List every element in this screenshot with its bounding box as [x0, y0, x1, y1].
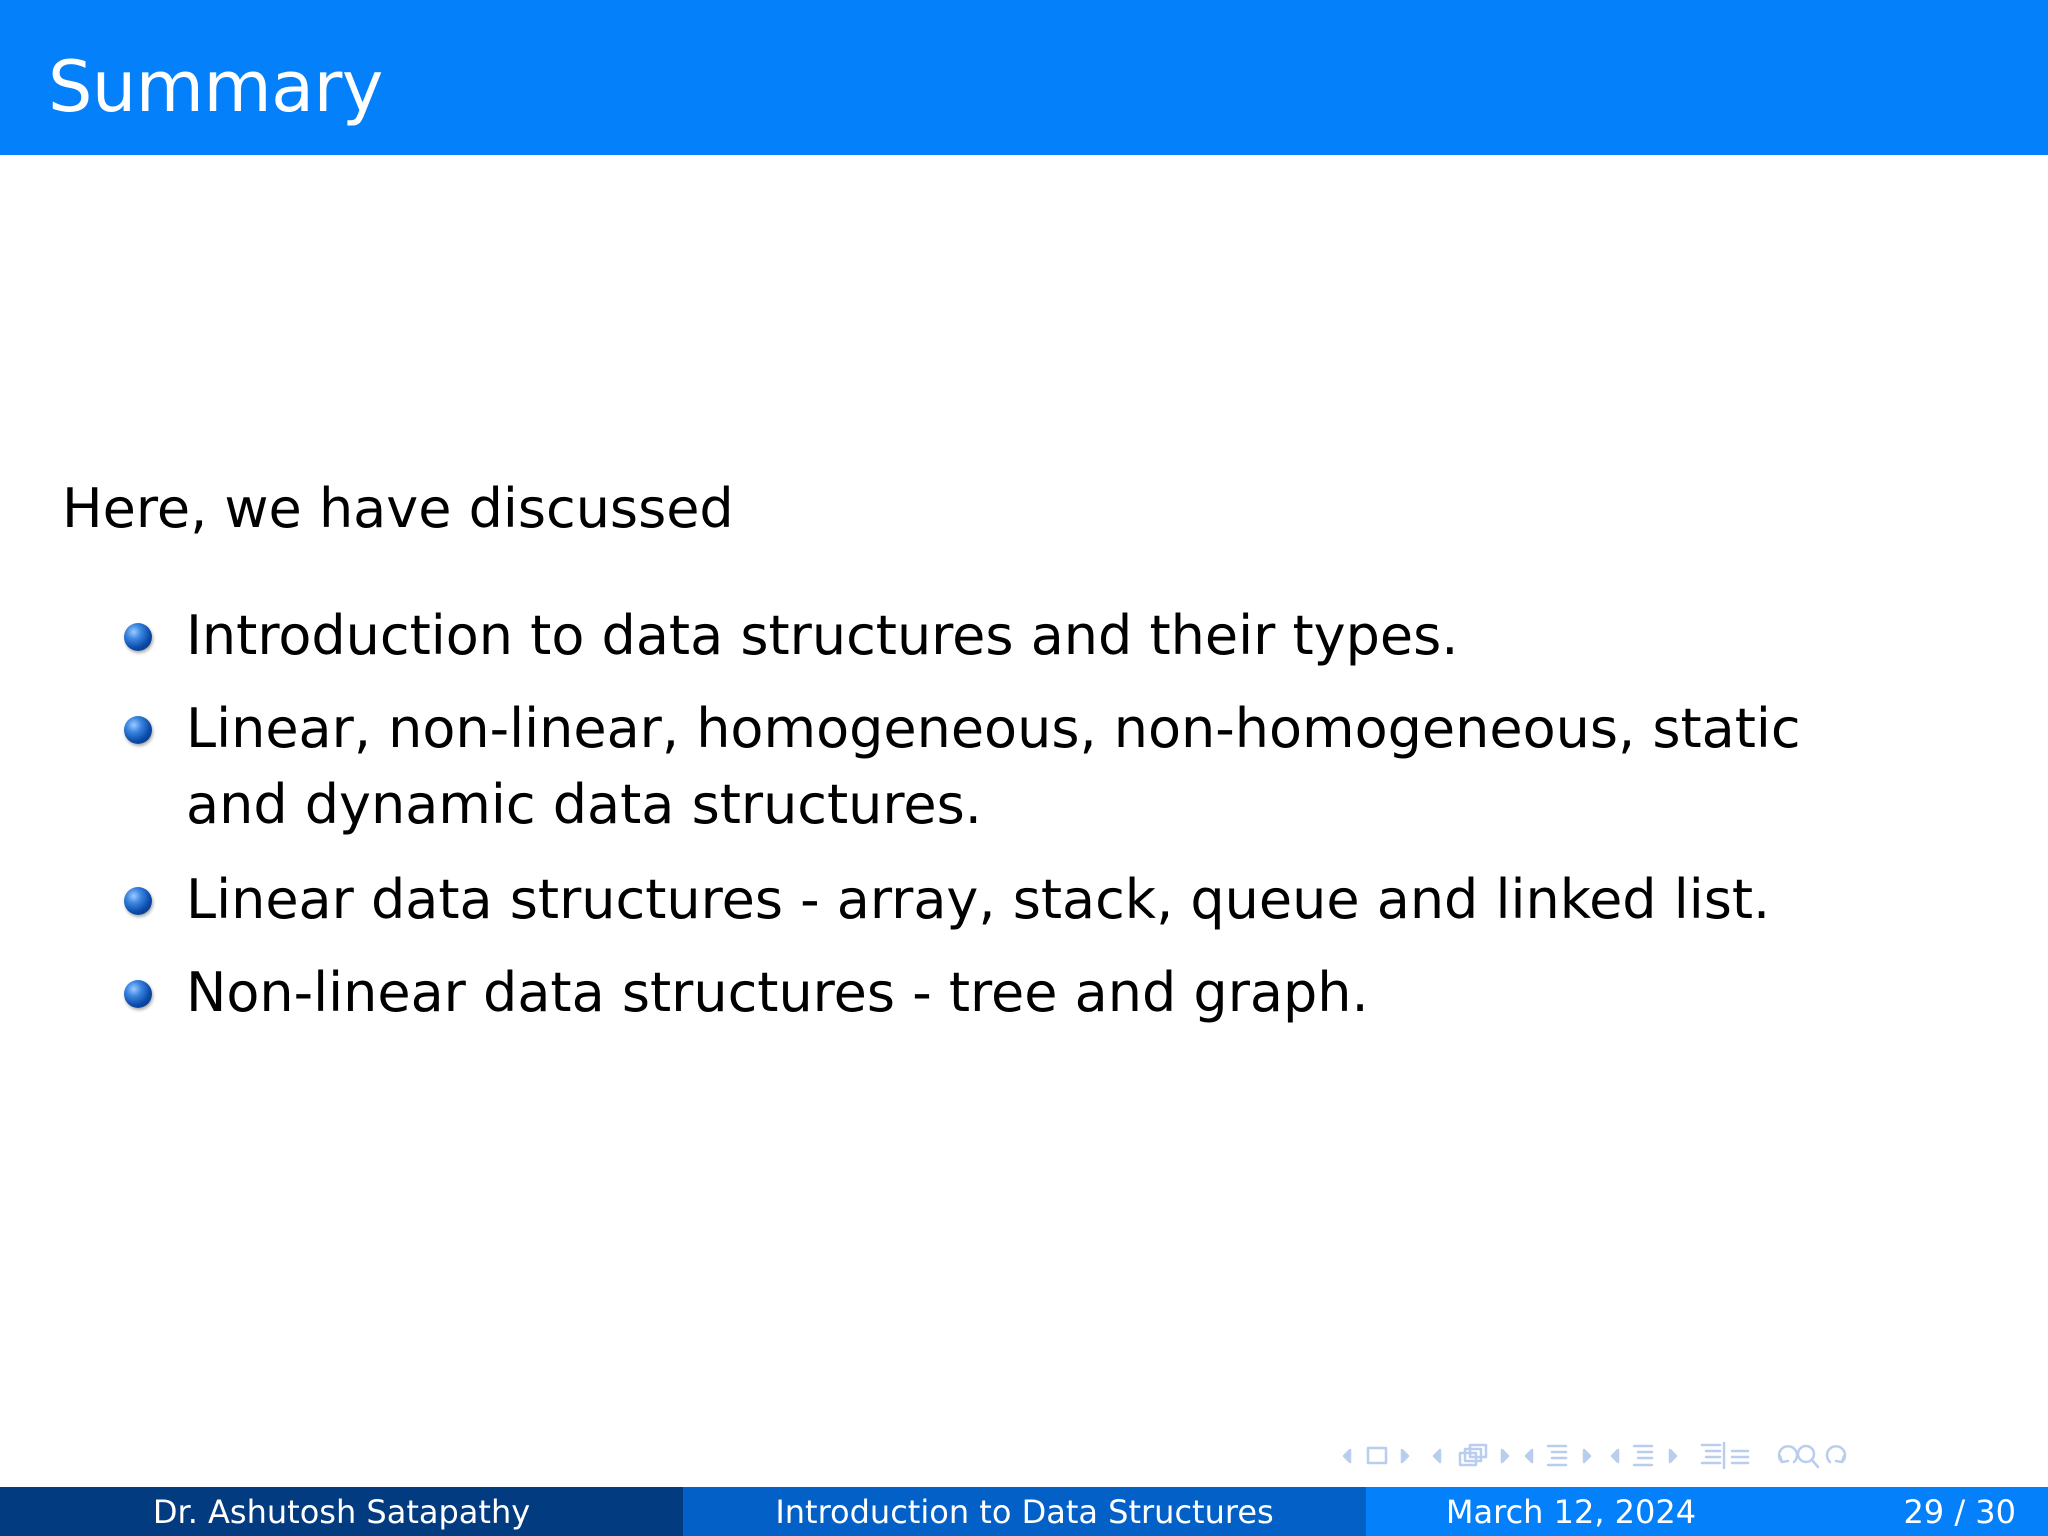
bullet-item [186, 862, 1866, 938]
prev-slide-arrow-icon[interactable] [1344, 1450, 1350, 1462]
footer-date-page [1366, 1487, 2048, 1536]
bullet-text: Introduction to data structures and their types. [186, 604, 1459, 667]
slide-frame-icon[interactable] [1368, 1448, 1386, 1463]
back-icon[interactable] [1779, 1446, 1797, 1462]
footer-author-text: Dr. Ashutosh Satapathy [152, 1492, 531, 1531]
bullet-ball-icon [124, 887, 152, 915]
prev-section-arrow-icon[interactable] [1526, 1450, 1532, 1462]
navigation-symbols-svg [1336, 1438, 2036, 1474]
bullet-ball-icon [124, 716, 152, 744]
bullet-item [186, 691, 1866, 843]
footer-date: March 12, 2024 [1445, 1492, 1697, 1531]
footer-author [0, 1487, 683, 1536]
footer-title-text: Introduction to Data Structures [775, 1492, 1274, 1531]
intro-text: Here, we have discussed [62, 477, 734, 540]
bullet-text: Linear data structures - array, stack, queue and linked list. [186, 868, 1771, 931]
bullet-ball-icon [124, 623, 152, 651]
subsection-icon[interactable] [1460, 1445, 1486, 1465]
bullet-item [186, 598, 1866, 674]
bullet-item [186, 955, 1866, 1031]
search-icon[interactable] [1798, 1446, 1818, 1467]
bullet-ball-icon [124, 980, 152, 1008]
document-icon[interactable] [1634, 1446, 1652, 1465]
bullet-text: Linear, non-linear, homogeneous, non-homogeneous, static and dynamic data structures. [186, 697, 1801, 836]
navigation-symbols [1336, 1438, 2036, 1474]
slide-title: Summary [48, 46, 383, 128]
outline-icon[interactable] [1702, 1443, 1724, 1468]
next-section-arrow-icon[interactable] [1584, 1450, 1590, 1462]
next-slide-arrow-icon[interactable] [1402, 1450, 1408, 1462]
prev-subsection-arrow-icon[interactable] [1434, 1450, 1440, 1462]
appendix-icon[interactable] [1732, 1451, 1748, 1463]
next-document-arrow-icon[interactable] [1670, 1450, 1676, 1462]
bullet-text: Non-linear data structures - tree and graph. [186, 961, 1369, 1024]
footer-title [683, 1487, 1366, 1536]
next-subsection-arrow-icon[interactable] [1502, 1450, 1508, 1462]
footer-page-number: 29 / 30 [1903, 1492, 2016, 1531]
section-icon[interactable] [1548, 1446, 1566, 1465]
prev-document-arrow-icon[interactable] [1612, 1450, 1618, 1462]
footer-bar [0, 1487, 2048, 1536]
forward-icon[interactable] [1827, 1446, 1845, 1462]
